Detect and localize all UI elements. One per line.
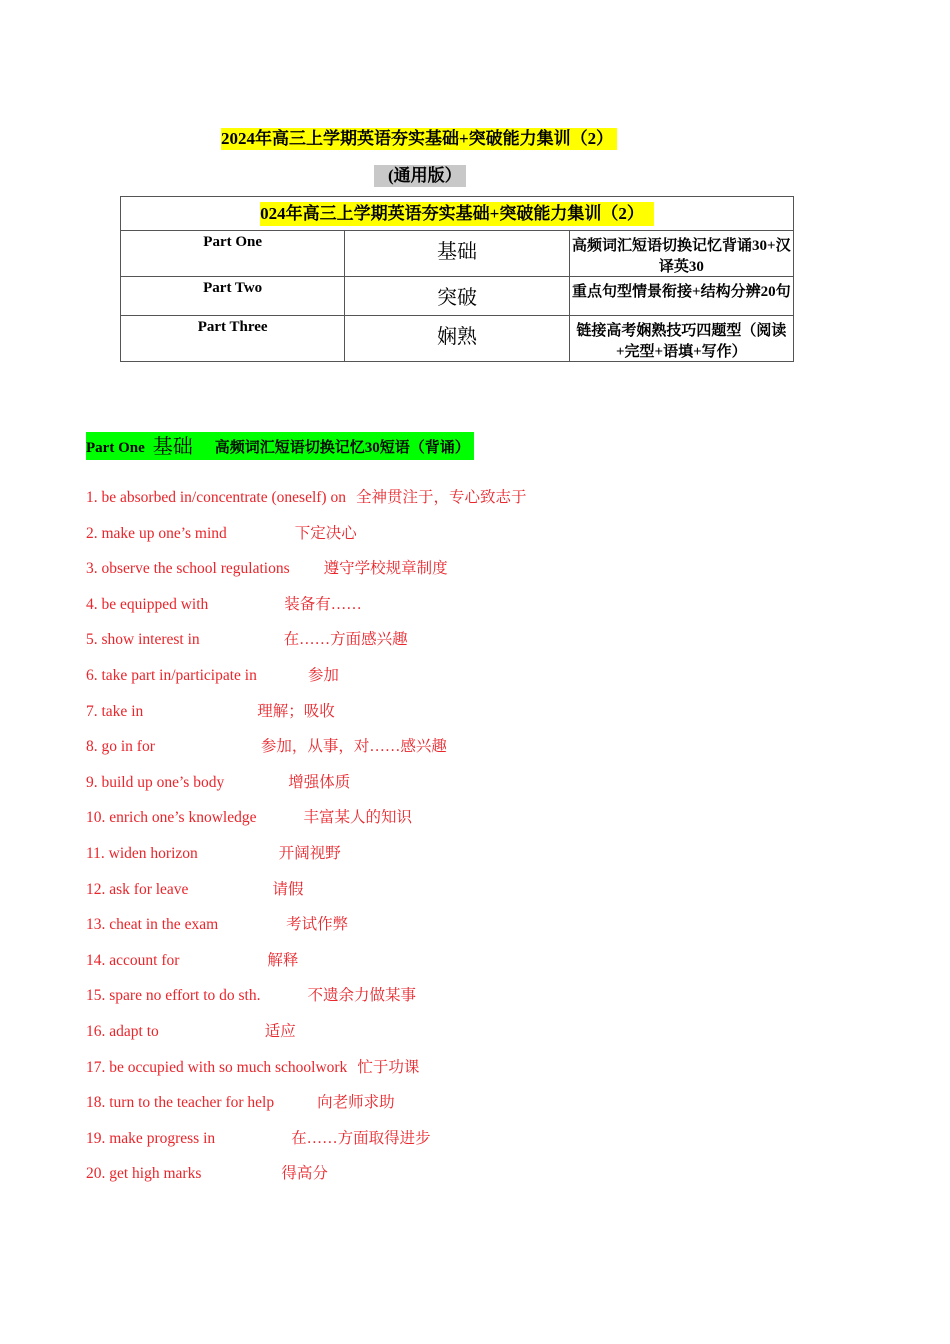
- table-part-cell: Part Three: [121, 316, 345, 362]
- phrase-chinese: 理解；吸收: [257, 702, 335, 720]
- list-item: [86, 843, 526, 879]
- table-desc-cell: 高频词汇短语切换记忆背诵30+汉译英30: [569, 231, 793, 277]
- table-row: [121, 231, 794, 277]
- document-title: 2024年高三上学期英语夯实基础+突破能力集训（2）: [221, 128, 617, 150]
- table-row: [121, 277, 794, 316]
- list-item: [86, 879, 526, 915]
- phrase-chinese: 全神贯注于，专心致志于: [355, 489, 527, 506]
- phrase-chinese: 装备有……: [284, 595, 362, 613]
- phrase-chinese: 不遗余力做某事: [307, 987, 417, 1005]
- phrase-english: 7. take in: [86, 702, 144, 720]
- phrase-chinese: 参加，从事，对……感兴趣: [260, 738, 447, 756]
- table-part-cell: Part Two: [121, 277, 345, 316]
- phrase-english: 12. ask for leave: [86, 880, 189, 898]
- phrase-english: 16. adapt to: [86, 1022, 159, 1040]
- phrase-chinese: 参加: [307, 666, 339, 684]
- phrase-chinese: 在……方面感兴趣: [283, 631, 408, 649]
- phrase-chinese: 遵守学校规章制度: [323, 560, 448, 578]
- phrase-english: 13. cheat in the exam: [86, 916, 219, 934]
- list-item: [86, 772, 526, 808]
- phrase-chinese: 在……方面取得进步: [291, 1129, 431, 1147]
- section-heading: [86, 432, 474, 460]
- phrase-english: 10. enrich one’s knowledge: [86, 809, 257, 827]
- phrase-chinese: 得高分: [281, 1165, 328, 1183]
- phrase-english: 2. make up one’s mind: [86, 524, 227, 542]
- section-part-label: Part One: [86, 440, 145, 456]
- phrase-chinese: 适应: [264, 1022, 296, 1040]
- phrase-english: 17. be occupied with so much schoolwork: [86, 1058, 348, 1076]
- phrase-english: 14. account for: [86, 951, 180, 969]
- list-item: [86, 629, 526, 665]
- phrase-chinese: 下定决心: [294, 524, 357, 542]
- list-item: [86, 1092, 526, 1128]
- table-desc-cell: 重点句型情景衔接+结构分辨20句: [569, 277, 793, 316]
- table-desc-cell: 链接高考娴熟技巧四题型（阅读+完型+语填+写作）: [569, 316, 793, 362]
- table-row: [121, 316, 794, 362]
- phrase-english: 8. go in for: [86, 738, 155, 756]
- table-key-cell: 基础: [345, 231, 569, 277]
- phrase-chinese: 开阔视野: [278, 844, 341, 862]
- phrase-english: 6. take part in/participate in: [86, 666, 257, 684]
- section-description: 高频词汇短语切换记忆30短语（背诵）: [214, 440, 470, 456]
- list-item: [86, 487, 526, 523]
- phrase-english: 19. make progress in: [86, 1129, 216, 1147]
- phrase-chinese: 解释: [267, 951, 299, 969]
- phrase-english: 1. be absorbed in/concentrate (oneself) on: [86, 489, 346, 506]
- list-item: [86, 1021, 526, 1057]
- phrase-english: 4. be equipped with: [86, 595, 209, 613]
- list-item: [86, 985, 526, 1021]
- phrase-list: [86, 487, 526, 1199]
- phrase-english: 3. observe the school regulations: [86, 560, 290, 578]
- list-item: [86, 736, 526, 772]
- document-subtitle: (通用版）: [374, 165, 466, 187]
- table-key-cell: 娴熟: [345, 316, 569, 362]
- phrase-english: 20. get high marks: [86, 1165, 202, 1183]
- list-item: [86, 594, 526, 630]
- phrase-chinese: 增强体质: [288, 773, 351, 791]
- phrase-chinese: 忙于功课: [357, 1058, 420, 1076]
- phrase-english: 9. build up one’s body: [86, 773, 225, 791]
- phrase-english: 15. spare no effort to do sth.: [86, 987, 261, 1005]
- table-key-cell: 突破: [345, 277, 569, 316]
- phrase-english: 5. show interest in: [86, 631, 200, 649]
- list-item: [86, 523, 526, 559]
- phrase-chinese: 请假: [272, 880, 304, 898]
- list-item: [86, 1163, 526, 1199]
- list-item: [86, 914, 526, 950]
- phrase-chinese: 丰富某人的知识: [303, 809, 412, 827]
- section-key-label: 基础: [152, 434, 193, 458]
- table-part-cell: Part One: [121, 231, 345, 277]
- table-heading: 024年高三上学期英语夯实基础+突破能力集训（2）: [260, 202, 654, 226]
- list-item: [86, 558, 526, 594]
- list-item: [86, 807, 526, 843]
- phrase-english: 11. widen horizon: [86, 844, 198, 862]
- phrase-english: 18. turn to the teacher for help: [86, 1094, 275, 1112]
- list-item: [86, 950, 526, 986]
- list-item: [86, 665, 526, 701]
- summary-table: [120, 196, 794, 362]
- phrase-chinese: 向老师求助: [317, 1094, 395, 1112]
- list-item: [86, 701, 526, 737]
- phrase-chinese: 考试作弊: [286, 916, 349, 934]
- list-item: [86, 1128, 526, 1164]
- list-item: [86, 1057, 526, 1093]
- table-heading-cell: [121, 197, 794, 231]
